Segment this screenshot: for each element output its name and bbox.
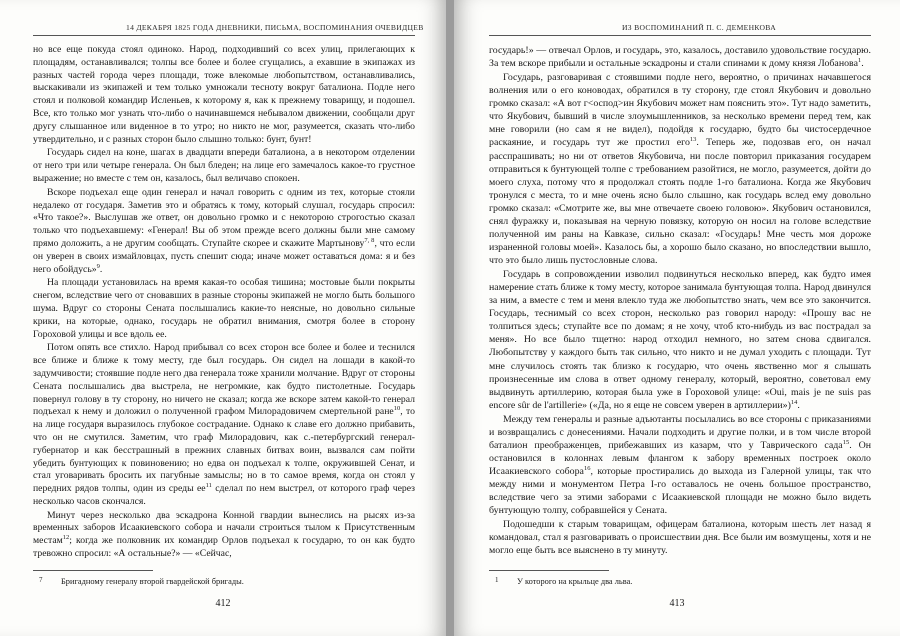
footnote-text: У которого на крыльце два льва. (517, 577, 633, 586)
footnote-rule (489, 570, 609, 571)
footnote-ref[interactable]: 10 (393, 405, 401, 413)
footnote-ref[interactable]: 9 (96, 262, 100, 270)
footnote-ref[interactable]: 12 (62, 534, 70, 542)
paragraph: Между тем генералы и разные адъютанты посылались во все стороны с приказаниями и возвращались с донесениями. Начали подходить и другие полки, и в том числе второй баталион преображенцев, прибежавших из казарм, что у Таврического сада$^{15}$. Он остановился в колоннах левым флангом к забору временных построек около Исаакиевского собора$^{16}$, которые простирались до выхода из Галерной улицы, так что между ними и монументом Петра I-го оставалось не очень большое пространство, вследствие чего за этими заборами с Исаакиевской площади не можно было видеть бунтующую толпу, собравшейся у Сената. (489, 413, 872, 517)
paragraph: государь!» — отвечал Орлов, и государь, это, казалось, доставило удовольствие государю. За тем вскоре прибыли и остальные эскадроны и стали спинами к дому князя Лобанова$^1$. (489, 45, 871, 70)
footnote-text: Бригадному генералу второй гвардейской бригады. (61, 577, 244, 586)
footnote-ref[interactable]: 13 (689, 136, 697, 144)
left-page (0, 0, 446, 636)
paragraph: но все еще покуда стоял одиноко. Народ, подходивший со всех улиц, прилегающих к площадям, останавливался; толпы все более и более сгущались, а ехавшие в экипажах из разных частей города через площади, тоже влекомые любопытством, останавливались, выскакивали из экипажей и тем только умножали тесноту вокруг баталиона. Подле него стоял и полковой командир Исленьев, к которому я, как к прежнему товарищу, и подошел. Все, кто только мог узнать что-либо о начинавшемся небывалом движении, сообщали друг другу слышанное или виденное в то утро; но никто не мог, разумеется, сказать что-либо утвердительно, и с разных сторон было слышно только: бунт, бунт! (33, 44, 415, 145)
paragraph: На площади установилась на время какая-то особая тишина; мостовые были покрыты снегом, вследствие чего от сновавших в разные стороны экипажей не могло быть большого шума. Вдруг со стороны Сената послышались какие-то неясные, но довольно сильные крики, на которые, однако, государь не обратил внимания, смотря более в сторону Гороховой улицы и все вдоль ее. (33, 277, 415, 340)
footnote-ref[interactable]: 15 (842, 438, 850, 446)
body-text (33, 44, 415, 561)
right-page (454, 0, 900, 636)
paragraph: Потом опять все стихло. Народ прибывал со всех сторон все более и более и теснился все ближе и ближе к тому месту, где был государь. Он сидел на лошади в какой-то задумчивости; стоявшие подле него два генерала тоже хранили молчание. Вдруг от стороны Сената послышались два выстрела, не негромкие, как будто пистолетные. Государь повернул голову в ту сторону, но ничего не сказал; когда же вскоре затем какой-то генерал подъехал к нему и доложил о полученной графом Милорадовичем смертельной ране$^{10}$, то на лице государя выразилось глубокое сострадание. Однако к славе его должно прибавить, что он не смутился. Заметим, что граф Милорадович, как с.-петербургский генерал-губернатор и как бесстрашный в прежних славных битвах воин, вызвался сам пойти убедить бунтующих к повиновению; но едва он подъехал к толпе, окружившей Сенат, и стал уговаривать бросить их пагубные замыслы; но в то самое время, когда он стоял у передних рядов толпы, один из среды $ее^{11}$ сделал по нем выстрел, от которого граф через несколько часов скончался. (33, 342, 415, 507)
footnote (33, 576, 244, 586)
paragraph: Вскоре подъехал еще один генерал и начал говорить с одним из тех, которые стояли недалеко от государя. Заметив это и обратясь к тому, который слушал, государь спросил: «Что такое?». Выслушав же ответ, он довольно громко и с некоторою строгостью сказал только что подъехавшему: «Генерал! Вы об этом прежде всего должны были мне самому прямо доложить, а не другим сообщать. Ступайте скорее и скажите Мартынову$^{7, 8}$, что если он уверен в своих измайловцах, пусть спешит сюда; иначе может оставаться дома: я и без него обойдусь»$^9$. (33, 186, 415, 275)
running-head: ИЗ ВОСПОМИНАНИЙ П. С. ДЕМЕНКОВА (622, 23, 776, 32)
footnote-ref[interactable]: 14 (790, 398, 798, 406)
page-number: 412 (215, 598, 231, 609)
footnote-ref[interactable]: 7, 8 (364, 236, 375, 244)
paragraph: Государь сидел на коне, шагах в двадцати впереди баталиона, а в некотором отделении от него три или четыре генерала. Он был бледен; на лице его замечалось какое-то грустное выражение; но вместе с тем он, казалось, был величаво спокоен. (33, 147, 415, 184)
footnote (489, 576, 632, 586)
paragraph: Государь, разговаривая с стоявшими подле него, вероятно, о причинах начавшегося волнения или о его коноводах, обратился в ту сторону, где стоял Якубович и довольно громко сказал: «А вот г<оспод>ин Якубович может нам пояснить это». Тут надо заметить, что Якубович, бывший в числе злоумышленников, за несколько времени перед тем, как мне говорили (но сам я не видел), подойдя к государю, будто бы чистосердечное раскаяние, и государь тут же простил его$^{13}$. Теперь же, подозвав его, он начал расспрашивать; но ни от ответов Якубовича, ни после повторил приказания государем отправиться к бунтующей толпе с требованием разойтися, не могло, разумеется, дойти до моего слуха, потому что я продолжал стоять подле 1-го баталиона. Когда же Якубович тронулся с места, то и мне очень ясно было слышно, как государь вслед ему довольно громко сказал: «Смотрите же, вы мне отвечаете своею головою». Якубович остановился, снял фуражку и, показывая на черную повязку, которую он носил на голове вследствие полученной им раны на Кавказе, сильно сказал: «Государь! Мне честь моя дороже израненной головы моей». Казалось бы, а хорошо было сказано, но впоследствии вышло, что это было лишь пустословные слова. (489, 72, 871, 266)
footnote-rule (33, 570, 153, 571)
book-gutter (446, 0, 454, 636)
footnote-ref[interactable]: 11 (205, 482, 212, 490)
footnote-ref[interactable]: 16 (583, 465, 591, 472)
header-rule (489, 35, 871, 36)
footnote-number: 1 (495, 576, 499, 584)
footnote-number: 7 (39, 576, 43, 584)
paragraph: Минут через несколько два эскадрона Конной гвардии вынеслись на рысях из-за временных заборов Исаакиевского собора и начали строиться тылом к Присутственным местам$^{12}$; когда же полковник их командир Орлов подъехал к государю, то он как будто тревожно спросил: «А остальные?» — «Сейчас, (33, 509, 415, 560)
paragraph: Подошедши к старым товарищам, офицерам баталиона, которым шесть лет назад я командовал, стал я разговаривать о происшествии дня. Все были им возмущены, хотя и не могло еще быть все выяснено в ту минуту. (489, 519, 871, 557)
body-text (489, 44, 871, 557)
header-rule (33, 35, 415, 36)
footnote-ref[interactable]: 1 (857, 57, 862, 65)
page-number: 413 (669, 598, 685, 609)
running-head: 14 ДЕКАБРЯ 1825 ГОДА ДНЕВНИКИ, ПИСЬМА, ВОСПОМИНАНИЯ ОЧЕВИДЦЕВ (126, 23, 424, 32)
paragraph: Государь в сопровождении изволил подвинуться несколько вперед, как будто имея намерение стать ближе к тому месту, которое занимала бунтующая толпа. Народ двинулся за ним, а вместе с тем и меня влекло туда же любопытство знать, чем все это закончится. Государь, теснимый со всех сторон, несколько раз говорил народу: «Прошу вас не толпиться здесь; ступайте все по домам; я не хочу, чтоб кто-нибудь из вас пострадал за меня». Но все было тщетно: народ отходил немного, но затем снова сдвигался. Любопытству у каждого быть так сильно, что никто и не думал уходить с площади. Тут мне случилось стоять так близко к государю, что очень явственно мог я слышать произнесенные им слова в ответ одному генералу, который, вероятно, советовал ему выдвинуть артиллерию, которая была уже в Гороховой улице: «Oui, mais je ne suis pas encore sûr de l'artillerie» («Да, но я еще не совсем уверен в артиллерии»)$^{14}$. (489, 269, 871, 411)
